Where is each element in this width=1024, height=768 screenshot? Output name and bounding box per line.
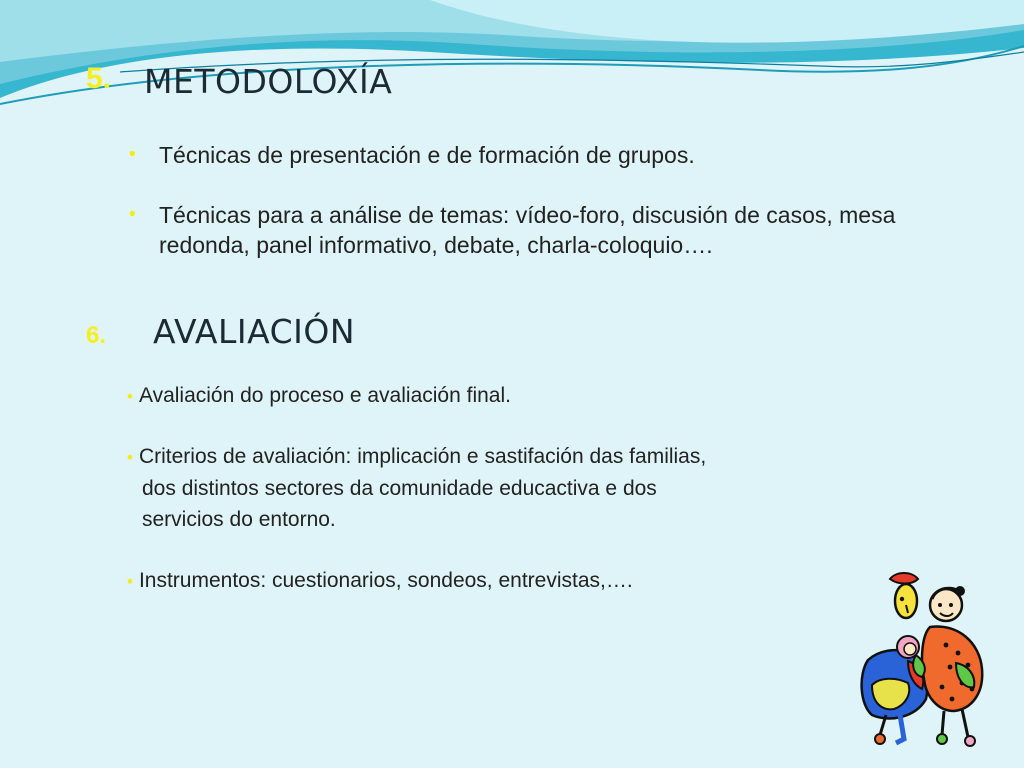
bullet-text: Instrumentos: cuestionarios, sondeos, entrevistas,…. [138,569,633,592]
list-item [129,200,929,260]
bullet-text: Técnicas de presentación e de formación de grupos. [159,142,695,168]
section-6-title: AVALIACIÓN [153,312,356,351]
bullet-text: Técnicas para a análise de temas: vídeo-foro, discusión de casos, mesa redonda, panel informativo, debate, charla-coloquio…. [159,202,896,258]
criteria-continuation: servicios do entorno. [142,508,336,531]
family-illustration-icon [850,565,1000,750]
criteria-continuation: dos distintos sectores da comunidade educactiva e dos [142,477,657,500]
bullet-icon: • [129,144,136,165]
section-6-number: 6. [86,322,107,349]
bullet-icon: • [127,448,133,467]
list-item [127,441,706,474]
bullet-icon: • [127,387,133,406]
bullet-text: Criterios de avaliación: implicación e sastifación das familias, [138,445,707,468]
section-5-title: METODOLOXÍA [144,62,393,101]
section-5-number: 5. [86,62,112,95]
bullet-text: Avaliación do proceso e avaliación final. [138,384,511,407]
bullet-icon: • [129,204,136,225]
list-item [129,140,919,170]
bullet-icon: • [127,572,133,591]
list-item [127,565,633,598]
list-item [127,380,511,413]
